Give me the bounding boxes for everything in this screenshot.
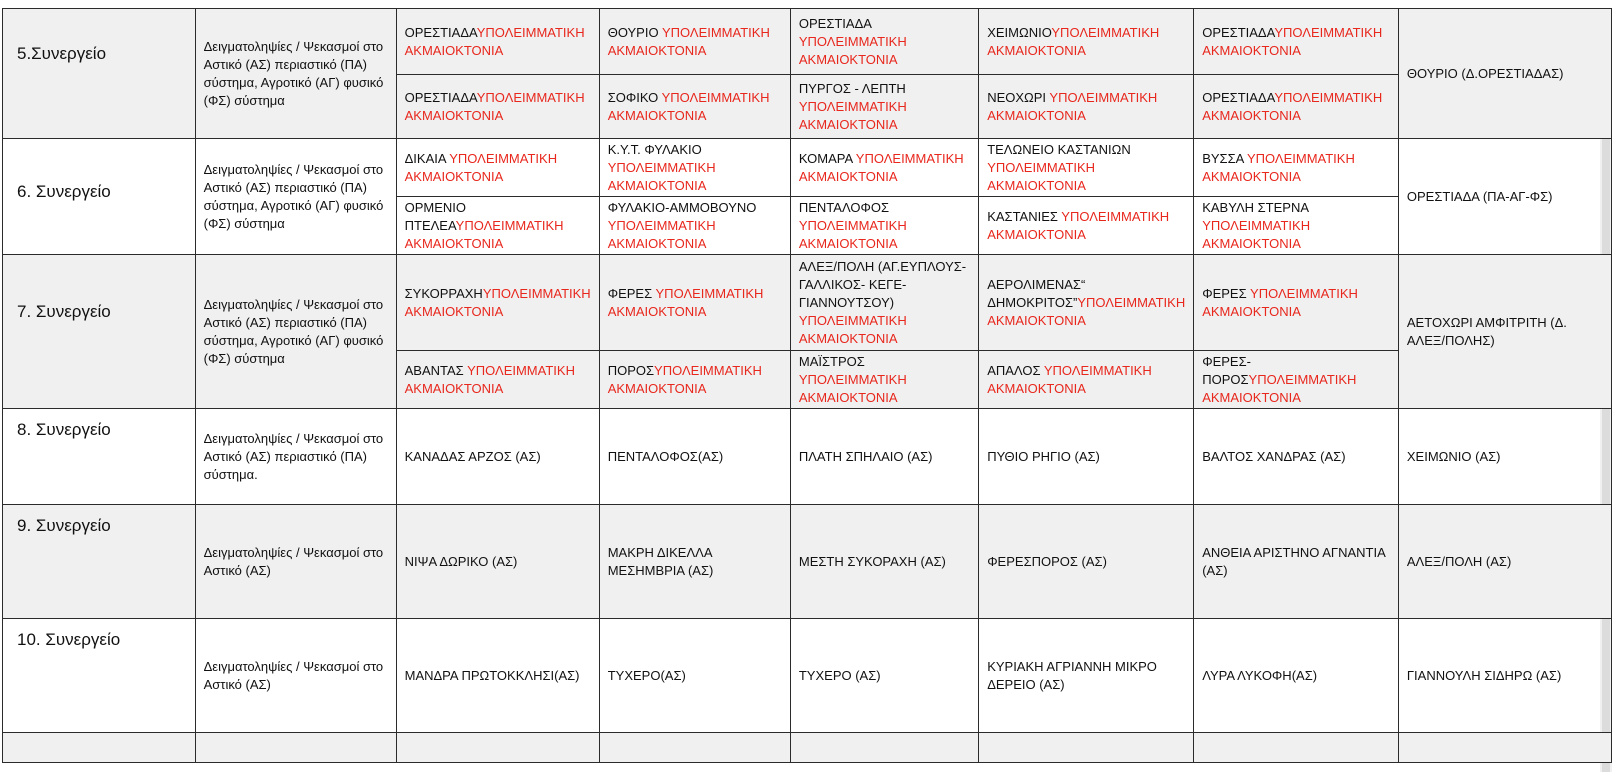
table-row-partial <box>3 733 1612 763</box>
location-cell <box>396 351 599 409</box>
treatment-note: ΥΠΟΛΕΙΜΜΑΤΙΚΗ ΑΚΜΑΙΟΚΤΟΝΙΑ <box>607 89 770 123</box>
table-row <box>3 619 1612 733</box>
treatment-note: ΥΠΟΛΕΙΜΜΑΤΙΚΗ ΑΚΜΑΙΟΚΤΟΝΙΑ <box>404 24 585 58</box>
location-cell <box>979 351 1194 409</box>
treatment-note: ΥΠΟΛΕΙΜΜΑΤΙΚΗ ΑΚΜΑΙΟΚΤΟΝΙΑ <box>798 312 907 346</box>
location-name: ΧΕΙΜΩΝΙΟ <box>987 24 1052 40</box>
treatment-note: ΥΠΟΛΕΙΜΜΑΤΙΚΗ ΑΚΜΑΙΟΚΤΟΝΙΑ <box>1202 371 1357 405</box>
location-name: ΑΕΡΟΛΙΜΕΝΑΣ“ ΔΗΜΟΚΡΙΤΟΣ” <box>987 276 1086 310</box>
empty-cell <box>790 733 978 763</box>
empty-cell <box>1398 733 1611 763</box>
treatment-note: ΥΠΟΛΕΙΜΜΑΤΙΚΗ ΑΚΜΑΙΟΚΤΟΝΙΑ <box>987 362 1152 396</box>
location-cell <box>396 9 599 75</box>
location-cell: ΑΝΘΕΙΑ ΑΡΙΣΤΗΝΟ ΑΓΝΑΝΤΙΑ (ΑΣ) <box>1194 505 1399 619</box>
location-cell: ΠΕΝΤΑΛΟΦΟΣ(ΑΣ) <box>599 409 790 505</box>
location-name: ΟΡΕΣΤΙΑΔΑ <box>404 24 477 40</box>
location-cell <box>599 9 790 75</box>
treatment-note: ΥΠΟΛΕΙΜΜΑΤΙΚΗ ΑΚΜΑΙΟΚΤΟΝΙΑ <box>1202 24 1383 58</box>
location-name: ΠΟΡΟΣ <box>607 362 655 378</box>
table-row <box>3 409 1612 505</box>
location-cell: ΚΥΡΙΑΚΗ ΑΓΡΙΑΝΝΗ ΜΙΚΡΟ ΔΕΡΕΙΟ (ΑΣ) <box>979 619 1194 733</box>
table-row <box>3 139 1612 197</box>
location-cell <box>599 255 790 351</box>
treatment-note: ΥΠΟΛΕΙΜΜΑΤΙΚΗ ΑΚΜΑΙΟΚΤΟΝΙΑ <box>987 159 1096 193</box>
location-cell <box>1194 197 1399 255</box>
location-name: ΟΡΜΕΝΙΟ ΠΤΕΛΕΑ <box>404 199 467 233</box>
location-cell <box>396 139 599 197</box>
location-cell <box>396 255 599 351</box>
treatment-note: ΥΠΟΛΕΙΜΜΑΤΙΚΗ ΑΚΜΑΙΟΚΤΟΝΙΑ <box>607 24 770 58</box>
treatment-note: ΥΠΟΛΕΙΜΜΑΤΙΚΗ ΑΚΜΑΙΟΚΤΟΝΙΑ <box>1202 89 1383 123</box>
treatment-note: ΥΠΟΛΕΙΜΜΑΤΙΚΗ ΑΚΜΑΙΟΚΤΟΝΙΑ <box>987 89 1158 123</box>
location-cell <box>790 255 978 351</box>
treatment-note: ΥΠΟΛΕΙΜΜΑΤΙΚΗ ΑΚΜΑΙΟΚΤΟΝΙΑ <box>404 362 575 396</box>
location-cell <box>1194 255 1399 351</box>
location-cell: ΚΑΝΑΔΑΣ ΑΡΖΟΣ (ΑΣ) <box>396 409 599 505</box>
location-name: ΑΠΑΛΟΣ <box>987 362 1044 378</box>
location-cell: ΤΥΧΕΡΟ(ΑΣ) <box>599 619 790 733</box>
treatment-note: ΥΠΟΛΕΙΜΜΑΤΙΚΗ ΑΚΜΑΙΟΚΤΟΝΙΑ <box>404 89 585 123</box>
location-cell <box>396 197 599 255</box>
treatment-note: ΥΠΟΛΕΙΜΜΑΤΙΚΗ ΑΚΜΑΙΟΚΤΟΝΙΑ <box>798 371 907 405</box>
location-name: ΠΕΝΤΑΛΟΦΟΣ <box>798 199 889 215</box>
team-description: Δειγματοληψίες / Ψεκασμοί στο Αστικό (ΑΣ) περιαστικό (ΠΑ) σύστημα, Αγροτικό (ΑΓ) φυσικό (ΦΣ) σύστημα <box>195 9 396 139</box>
location-name: ΣΟΦΙΚΟ <box>607 89 662 105</box>
location-cell <box>979 139 1194 197</box>
location-name: ΝΕΟΧΩΡΙ <box>987 89 1050 105</box>
location-cell <box>790 197 978 255</box>
empty-cell <box>396 733 599 763</box>
team-label: 8. Συνεργείο <box>3 409 196 505</box>
location-cell <box>1194 351 1399 409</box>
treatment-note: ΥΠΟΛΕΙΜΜΑΤΙΚΗ ΑΚΜΑΙΟΚΤΟΝΙΑ <box>987 208 1170 242</box>
location-name: ΚΑΒΥΛΗ ΣΤΕΡΝΑ <box>1202 199 1309 215</box>
treatment-note: ΥΠΟΛΕΙΜΜΑΤΙΚΗ ΑΚΜΑΙΟΚΤΟΝΙΑ <box>798 98 907 132</box>
treatment-note: ΥΠΟΛΕΙΜΜΑΤΙΚΗ ΑΚΜΑΙΟΚΤΟΝΙΑ <box>607 285 764 319</box>
location-name: ΟΡΕΣΤΙΑΔΑ <box>798 15 872 31</box>
location-name: ΘΟΥΡΙΟ <box>607 24 662 40</box>
location-cell: ΤΥΧΕΡΟ (ΑΣ) <box>790 619 978 733</box>
treatment-note: ΥΠΟΛΕΙΜΜΑΤΙΚΗ ΑΚΜΑΙΟΚΤΟΝΙΑ <box>404 150 558 184</box>
table-row <box>3 9 1612 75</box>
team-label: 9. Συνεργείο <box>3 505 196 619</box>
location-cell: ΠΥΘΙΟ ΡΗΓΙΟ (ΑΣ) <box>979 409 1194 505</box>
treatment-note: ΥΠΟΛΕΙΜΜΑΤΙΚΗ ΑΚΜΑΙΟΚΤΟΝΙΑ <box>1202 285 1358 319</box>
location-cell <box>599 351 790 409</box>
table-row <box>3 505 1612 619</box>
location-name: ΟΡΕΣΤΙΑΔΑ <box>1202 89 1275 105</box>
location-cell <box>396 75 599 139</box>
location-cell: ΠΛΑΤΗ ΣΠΗΛΑΙΟ (ΑΣ) <box>790 409 978 505</box>
location-cell <box>599 197 790 255</box>
location-name: ΠΥΡΓΟΣ - ΛΕΠΤΗ <box>798 80 906 96</box>
location-name: ΟΡΕΣΤΙΑΔΑ <box>404 89 477 105</box>
location-name: ΣΥΚΟΡΡΑΧΗ <box>404 285 483 301</box>
treatment-note: ΥΠΟΛΕΙΜΜΑΤΙΚΗ ΑΚΜΑΙΟΚΤΟΝΙΑ <box>1202 150 1355 184</box>
location-name: ΜΑΪΣΤΡΟΣ <box>798 353 865 369</box>
location-name: ΤΕΛΩΝΕΙΟ ΚΑΣΤΑΝΙΩΝ <box>987 141 1131 157</box>
team-description: Δειγματοληψίες / Ψεκασμοί στο Αστικό (ΑΣ) περιαστικό (ΠΑ) σύστημα. <box>195 409 396 505</box>
empty-cell <box>599 733 790 763</box>
location-cell <box>790 139 978 197</box>
location-name: Κ.Υ.Τ. ΦΥΛΑΚΙΟ <box>607 141 702 157</box>
location-cell <box>1194 9 1399 75</box>
treatment-note: ΥΠΟΛΕΙΜΜΑΤΙΚΗ ΑΚΜΑΙΟΚΤΟΝΙΑ <box>607 159 716 193</box>
team-label: 10. Συνεργείο <box>3 619 196 733</box>
location-cell <box>979 75 1194 139</box>
empty-cell <box>979 733 1194 763</box>
location-cell <box>599 139 790 197</box>
empty-cell <box>3 733 196 763</box>
schedule-table <box>2 8 1612 763</box>
table-row <box>3 255 1612 351</box>
location-cell: ΝΙΨΑ ΔΩΡΙΚΟ (ΑΣ) <box>396 505 599 619</box>
location-cell <box>790 75 978 139</box>
location-cell: ΜΑΝΔΡΑ ΠΡΩΤΟΚΚΛΗΣΙ(ΑΣ) <box>396 619 599 733</box>
team-base: ΘΟΥΡΙΟ (Δ.ΟΡΕΣΤΙΑΔΑΣ) <box>1398 9 1611 139</box>
treatment-note: ΥΠΟΛΕΙΜΜΑΤΙΚΗ ΑΚΜΑΙΟΚΤΟΝΙΑ <box>607 217 716 251</box>
team-description: Δειγματοληψίες / Ψεκασμοί στο Αστικό (ΑΣ) <box>195 619 396 733</box>
location-cell <box>1194 139 1399 197</box>
team-description: Δειγματοληψίες / Ψεκασμοί στο Αστικό (ΑΣ) περιαστικό (ΠΑ) σύστημα, Αγροτικό (ΑΓ) φυσικό (ΦΣ) σύστημα <box>195 139 396 255</box>
location-cell: ΦΕΡΕΣΠΟΡΟΣ (ΑΣ) <box>979 505 1194 619</box>
location-cell <box>599 75 790 139</box>
empty-cell <box>1194 733 1399 763</box>
location-cell <box>979 255 1194 351</box>
treatment-note: ΥΠΟΛΕΙΜΜΑΤΙΚΗ ΑΚΜΑΙΟΚΤΟΝΙΑ <box>798 33 907 67</box>
team-description: Δειγματοληψίες / Ψεκασμοί στο Αστικό (ΑΣ) <box>195 505 396 619</box>
location-name: ΦΥΛΑΚΙΟ-ΑΜΜΟΒΟΥΝΟ <box>607 199 757 215</box>
treatment-note: ΥΠΟΛΕΙΜΜΑΤΙΚΗ ΑΚΜΑΙΟΚΤΟΝΙΑ <box>404 285 591 319</box>
location-cell: ΜΕΣΤΗ ΣΥΚΟΡΑΧΗ (ΑΣ) <box>790 505 978 619</box>
team-base: ΟΡΕΣΤΙΑΔΑ (ΠΑ-ΑΓ-ΦΣ) <box>1398 139 1611 255</box>
location-name: ΟΡΕΣΤΙΑΔΑ <box>1202 24 1275 40</box>
team-label: 5.Συνεργείο <box>3 9 196 139</box>
team-description: Δειγματοληψίες / Ψεκασμοί στο Αστικό (ΑΣ) περιαστικό (ΠΑ) σύστημα, Αγροτικό (ΑΓ) φυσικό (ΦΣ) σύστημα <box>195 255 396 409</box>
location-name: ΚΟΜΑΡΑ <box>798 150 856 166</box>
location-name: ΒΥΣΣΑ <box>1202 150 1247 166</box>
location-cell <box>790 351 978 409</box>
clipped-header-strip <box>0 0 1612 8</box>
treatment-note: ΥΠΟΛΕΙΜΜΑΤΙΚΗ ΑΚΜΑΙΟΚΤΟΝΙΑ <box>987 294 1186 328</box>
treatment-note: ΥΠΟΛΕΙΜΜΑΤΙΚΗ ΑΚΜΑΙΟΚΤΟΝΙΑ <box>798 150 964 184</box>
location-cell <box>979 197 1194 255</box>
treatment-note: ΥΠΟΛΕΙΜΜΑΤΙΚΗ ΑΚΜΑΙΟΚΤΟΝΙΑ <box>404 217 564 251</box>
location-cell: ΛΥΡΑ ΛΥΚΟΦΗ(ΑΣ) <box>1194 619 1399 733</box>
location-cell: ΜΑΚΡΗ ΔΙΚΕΛΛΑ ΜΕΣΗΜΒΡΙΑ (ΑΣ) <box>599 505 790 619</box>
location-name: ΔΙΚΑΙΑ <box>404 150 450 166</box>
location-cell <box>790 9 978 75</box>
location-name: ΦΕΡΕΣ <box>1202 285 1251 301</box>
team-base: ΑΕΤΟΧΩΡΙ ΑΜΦΙΤΡΙΤΗ (Δ. ΑΛΕΞ/ΠΟΛΗΣ) <box>1398 255 1611 409</box>
location-cell <box>1194 75 1399 139</box>
location-name: ΦΕΡΕΣ <box>607 285 656 301</box>
location-name: ΦΕΡΕΣ-ΠΟΡΟΣ <box>1202 353 1251 387</box>
treatment-note: ΥΠΟΛΕΙΜΜΑΤΙΚΗ ΑΚΜΑΙΟΚΤΟΝΙΑ <box>607 362 762 396</box>
empty-cell <box>195 733 396 763</box>
treatment-note: ΥΠΟΛΕΙΜΜΑΤΙΚΗ ΑΚΜΑΙΟΚΤΟΝΙΑ <box>798 217 907 251</box>
location-name: ΑΒΑΝΤΑΣ <box>404 362 468 378</box>
team-base: ΧΕΙΜΩΝΙΟ (ΑΣ) <box>1398 409 1611 505</box>
location-name: ΚΑΣΤΑΝΙΕΣ <box>987 208 1062 224</box>
team-label: 7. Συνεργείο <box>3 255 196 409</box>
treatment-note: ΥΠΟΛΕΙΜΜΑΤΙΚΗ ΑΚΜΑΙΟΚΤΟΝΙΑ <box>987 24 1160 58</box>
location-cell: ΒΑΛΤΟΣ ΧΑΝΔΡΑΣ (ΑΣ) <box>1194 409 1399 505</box>
team-base: ΑΛΕΞ/ΠΟΛΗ (ΑΣ) <box>1398 505 1611 619</box>
team-base: ΓΙΑΝΝΟΥΛΗ ΣΙΔΗΡΩ (ΑΣ) <box>1398 619 1611 733</box>
location-name: ΑΛΕΞ/ΠΟΛΗ (ΑΓ.ΕΥΠΛΟΥΣ-ΓΑΛΛΙΚΟΣ- ΚΕΓΕ-ΓΙΑΝΝΟΥΤΣΟΥ) <box>798 258 967 310</box>
location-cell <box>979 9 1194 75</box>
team-label: 6. Συνεργείο <box>3 139 196 255</box>
treatment-note: ΥΠΟΛΕΙΜΜΑΤΙΚΗ ΑΚΜΑΙΟΚΤΟΝΙΑ <box>1202 217 1311 251</box>
